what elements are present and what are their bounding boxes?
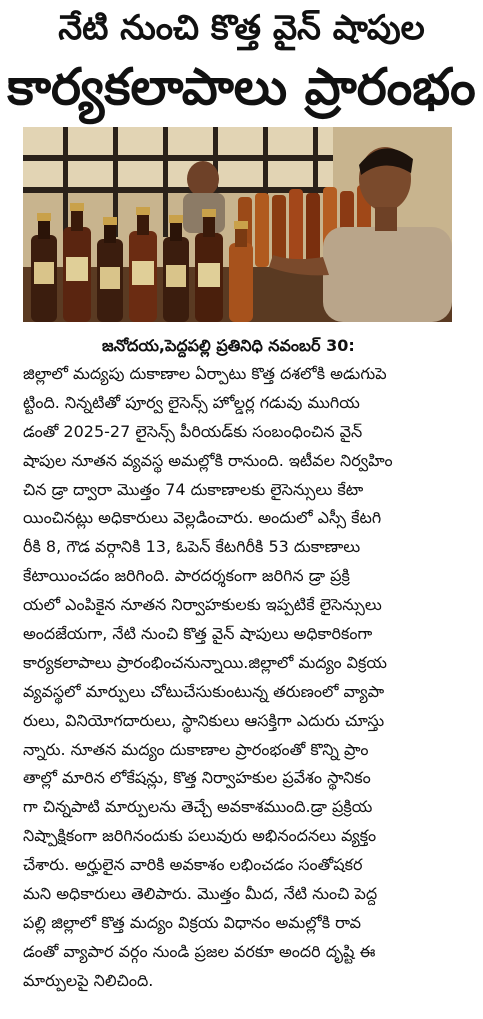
article-body-line: యలో ఎంపికైన నూతన నిర్వాహకులకు ఇప్పటికే లైసెన్సులు — [23, 595, 382, 615]
article-body-line: తాల్లో మారిన లోకేషన్లు, కొత్త నిర్వాహకుల ప్రవేశం స్థానికం — [23, 768, 371, 788]
article-body-line: వ్యవస్థలో మార్పులు చోటుచేసుకుంటున్న తరుణంలో వ్యాపా — [23, 681, 385, 701]
article-body-line: మార్పులపై నిలిచింది. — [23, 970, 154, 990]
back-person-head — [187, 161, 219, 197]
article-body-line: పల్లి జిల్లాలో కొత్త మద్యం విక్రయ విధానం అమల్లోకి రావ — [23, 912, 362, 932]
wine-shop-photo — [23, 127, 452, 322]
article-body-line: రీకి 8, గౌడ వర్గానికి 13, ఓపెన్ కేటగిరీకి 53 దుకాణాలు — [23, 537, 361, 557]
article-body — [23, 360, 456, 996]
headline-kicker: నేటి నుంచి కొత్త వైన్ షాపుల — [58, 8, 425, 48]
article-body-line: డంతో వ్యాపార వర్గం నుండి ప్రజల వరకూ అందరి దృష్టి ఈ — [23, 941, 376, 961]
article-body-line: చేశారు. అర్హులైన వారికి అవకాశం లభించడం సంతోషకర — [23, 855, 363, 875]
article-body-line: న్నారు. నూతన మద్యం దుకాణాల ప్రారంభంతో కొన్ని ప్రాం — [23, 739, 369, 759]
article-body-line: అందజేయగా, నేటి నుంచి కొత్త వైన్ షాపులు అధికారికంగా — [23, 624, 373, 644]
article-body-line: కార్యకలాపాలు ప్రారంభించనున్నాయి.జిల్లాలో మద్యం విక్రయ — [23, 652, 387, 672]
article-body-line: నిష్పాక్షికంగా జరిగినందుకు పలువురు అభినందనలు వ్యక్తం — [23, 826, 377, 846]
headline-main: కార్యకలాపాలు ప్రారంభం — [7, 57, 476, 116]
article-body-line: డంతో 2025-27 లైసెన్స్ పీరియడ్‌కు సంబంధించిన వైన్ — [23, 421, 363, 441]
article-body-line: కేటాయించడం జరిగింది. పారదర్శకంగా జరిగిన డ్రా ప్రక్రి — [23, 566, 350, 586]
article-body-line: యించినట్లు అధికారులు వెల్లడించారు. అందులో ఎస్సీ కేటగి — [23, 508, 382, 528]
article-body-line: రులు, వినియోగదారులు, స్థానికులు ఆసక్తిగా ఎదురు చూస్తు — [23, 710, 385, 730]
article-body-line: షాపుల నూతన వ్యవస్థ అమల్లోకి రానుంది. ఇటీవల నిర్వహిం — [23, 450, 393, 470]
article-body-line: జిల్లాలో మద్యపు దుకాణాల ఏర్పాటు కొత్త దశలోకి అడుగుపె — [23, 364, 387, 383]
article-body-line: మని అధికారులు తెలిపారు. మొత్తం మీద, నేటి నుంచి పెద్ద — [23, 884, 378, 904]
article-body-line: గా చిన్నపాటి మార్పులను తెచ్చే అవకాశముంది.డ్రా ప్రక్రియ — [23, 797, 373, 817]
dateline: జనోదయ,పెద్దపల్లి ప్రతినిధి నవంబర్ 30: — [102, 336, 355, 355]
article-body-line: చిన డ్రా ద్వారా మొత్తం 74 దుకాణాలకు లైసెన్సులు కేటా — [23, 479, 364, 499]
article-body-line: ట్టింది. నిన్నటితో పూర్వ లైసెన్స్ హోల్డర్ల గడువు ముగియ — [23, 392, 360, 412]
wine-shop-photo-illustration — [23, 127, 452, 322]
